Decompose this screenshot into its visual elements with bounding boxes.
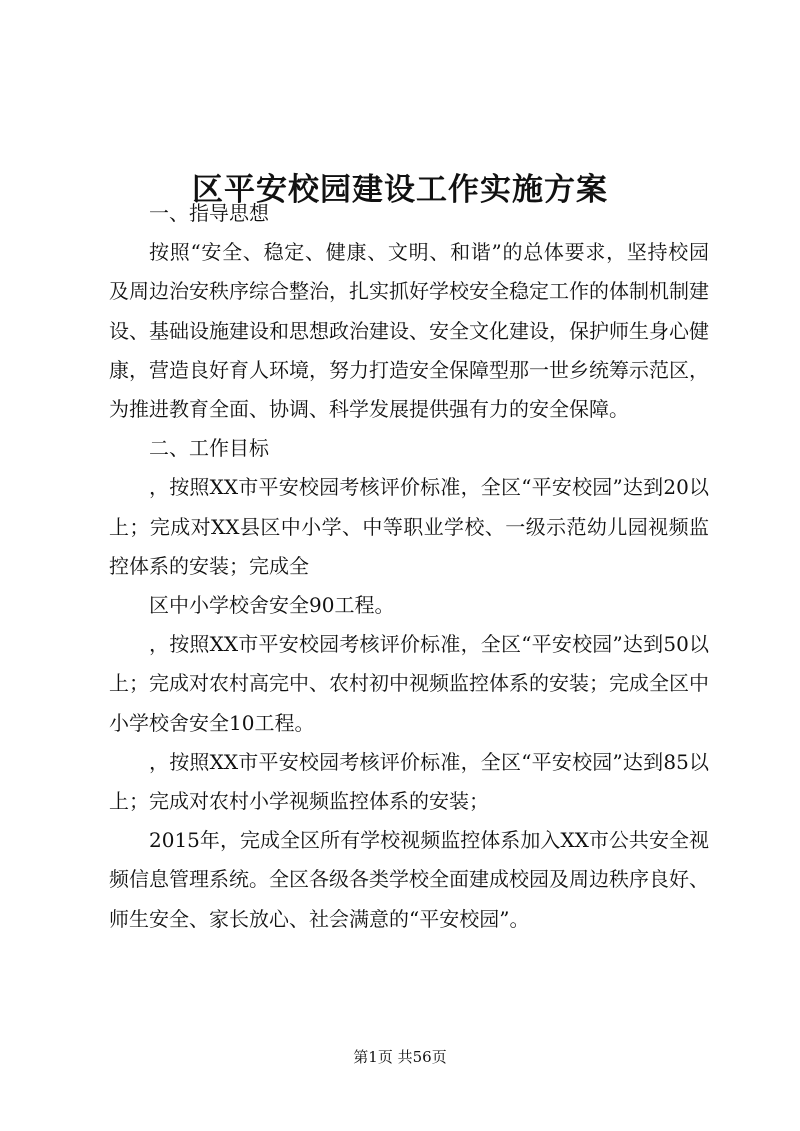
section-heading-goals: 二、工作目标 xyxy=(149,436,269,461)
goal-paragraph-1-continued: 区中小学校舍安全90工程。 xyxy=(149,593,395,618)
document-body xyxy=(109,194,709,939)
section-heading-guiding: 一、指导思想 xyxy=(149,201,269,225)
document-title: 区平安校园建设工作实施方案 xyxy=(192,171,608,208)
goal-paragraph-1: ，按照XX市平安校园考核评价标准，全区“平安校园”达到20以上；完成对XX县区中小学、中等职业学校、一级示范幼儿园视频监控体系的安装；完成全 xyxy=(109,475,709,578)
guiding-paragraph: 按照“安全、稳定、健康、文明、和谐”的总体要求，坚持校园及周边治安秩序综合整治，扎实抓好学校安全稳定工作的体制机制建设、基础设施建设和思想政治建设、安全文化建设，保护师生身心健康，营造良好育人环境，努力打造安全保障型那一世乡统筹示范区，为推进教育全面、协调、科学发展提供强有力的安全保障。 xyxy=(109,240,709,422)
goal-paragraph-3: ，按照XX市平安校园考核评价标准，全区“平安校园”达到85以上；完成对农村小学视频监控体系的安装； xyxy=(109,749,709,814)
page-number-footer: 第1页 共56页 xyxy=(353,1048,447,1066)
goal-paragraph-4: 2015年，完成全区所有学校视频监控体系加入XX市公共安全视频信息管理系统。全区各级各类学校全面建成校园及周边秩序良好、师生安全、家长放心、社会满意的“平安校园”。 xyxy=(109,828,709,931)
goal-paragraph-2: ，按照XX市平安校园考核评价标准，全区“平安校园”达到50以上；完成对农村高完中、农村初中视频监控体系的安装；完成全区中小学校舍安全10工程。 xyxy=(109,632,709,735)
